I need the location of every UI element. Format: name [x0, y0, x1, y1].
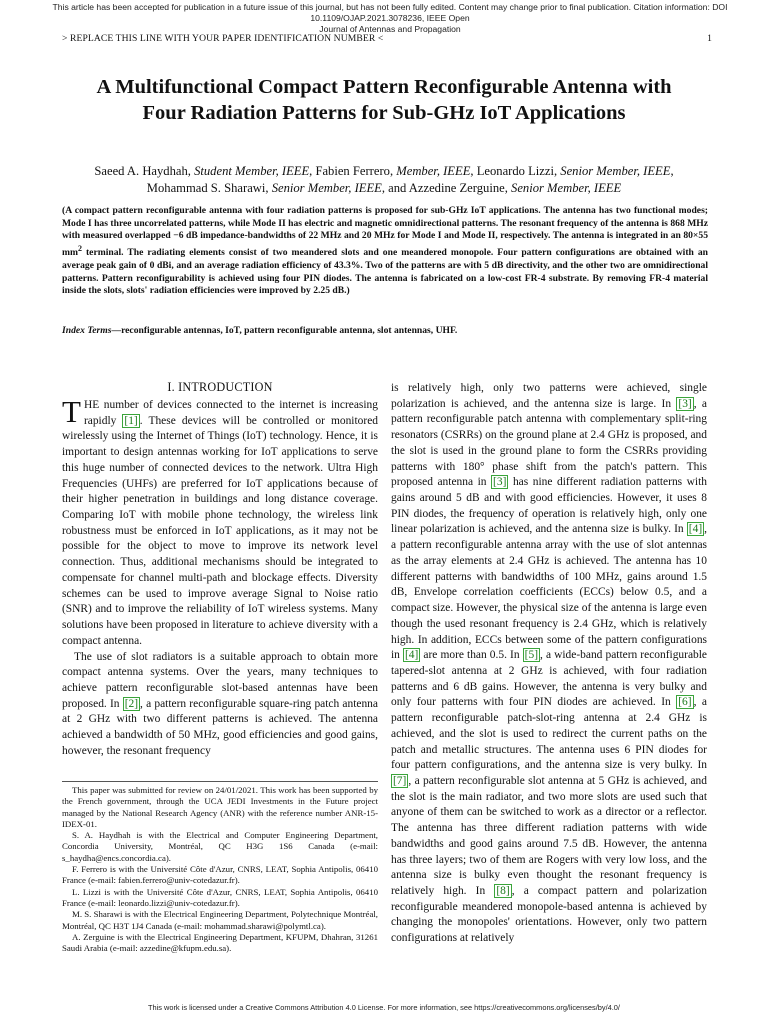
abstract-text: (A compact pattern reconfigurable antenna with four radiation patterns is proposed for sub-GHz IoT applications. The antenna has two functional modes; Mode I has three uncorrelated patterns, while Mode II has electric and magnetic omnidirectional patterns. The resonant frequency of the antenna is 868 MHz with measured overlapped −6 dB impedance-bandwidths of 22 MHz and 20 MHz for Mode I and Mode II, respectively. The antenna is integrated in an 80×55 mm	[62, 205, 708, 259]
citation-link[interactable]: [7]	[393, 774, 407, 787]
license-notice: This work is licensed under a Creative Commons Attribution 4.0 License. For more information, see https://creativecommons.org/licenses/by/4.0/	[148, 1003, 620, 1012]
text-run: . These devices will be controlled or monitored wirelessly using the Internet of Things (IoT) technology. Hence, it is important to design antennas working for IoT applications to serve this huge number of connected devices to the network. Ultra High Frequencies (UHFs) are preferred for IoT applications because of their higher penetration in buildings and long distance coverage. Comparing IoT with mobile phone technology, the wireless link robustness must be enforced in IoT applications, as it may not be possible for the object to move to improve its network level connection. Thus, additional mechanisms should be integrated to compensate for channel multi-path and blockage effects. Diversity schemes can be used to improve average Signal to Noise ratio (SNR) and to improve the reliability of IoT wireless systems. Many solutions have been proposed in literature to achieve diversity with a compact antenna.	[62, 414, 378, 647]
author-line-2	[40, 180, 728, 197]
text-run: are more than 0.5. In	[420, 649, 523, 662]
author-membership: Senior Member, IEEE	[271, 181, 382, 195]
text-run: , a compact pattern and polarization reconfigurable meandered monopole-based antenna is achieved by changing the monopoles' orientations. However, only two pattern configurations at relatively	[391, 885, 707, 945]
author-membership: Member, IEEE	[396, 164, 471, 178]
left-column	[62, 380, 378, 760]
running-head-text: > REPLACE THIS LINE WITH YOUR PAPER IDENTIFICATION NUMBER <	[62, 33, 384, 44]
running-head	[62, 33, 712, 44]
page-number: 1	[707, 33, 712, 44]
index-terms	[62, 325, 708, 338]
section-heading: I. INTRODUCTION	[167, 380, 273, 394]
paper-title	[40, 74, 728, 126]
paragraph	[62, 650, 378, 760]
author-name: , Fabien Ferrero,	[309, 164, 394, 178]
text-run: HE number of devices connected to the internet is increasing rapidly	[83, 399, 378, 427]
title-line-1: A Multifunctional Compact Pattern Reconfigurable Antenna with	[96, 76, 672, 98]
footnote: This paper was submitted for review on 24/01/2021. This work has been supported by the French government, through the UCA JEDI Investments in the Future project managed by the National Research Agency (ANR) with the reference number ANR-15-IDEX-01.	[62, 785, 378, 829]
text-run: , a pattern reconfigurable patch-slot-ring antenna at 2.4 GHz is achieved, and the slot is used to redirect the current paths on the patch and metallic structures. The antenna uses 6 PIN diodes for four pattern configurations, and the antenna size is very bulky. In	[391, 696, 708, 772]
text-run: The use of slot radiators is a suitable approach to obtain more compact antenna systems. Over the years, many techniques to achieve pattern reconfigurable slot-based antennas have been proposed. In	[62, 650, 378, 710]
publication-notice-banner	[40, 2, 740, 35]
citation-link[interactable]: [8]	[496, 885, 510, 897]
index-terms-label: Index Terms	[62, 325, 112, 336]
author-list	[40, 163, 728, 197]
index-terms-text: —reconfigurable antennas, IoT, pattern reconfigurable antenna, slot antennas, UHF.	[111, 325, 458, 336]
text-run: , a pattern reconfigurable antenna array with the use of slot antennas as the array elements at 2.4 GHz is achieved. The antenna has 10 different patterns with bandwidths of 100 MHz, gains around 1.5 dB, Envelope correlation coefficients (ECCs) below 0.5, and a compact size. However, the physical size of the antenna is large even though the used resonant frequency is 2.4 GHz, which is relatively high. In addition, ECCs between some of the pattern configurations in	[391, 523, 707, 662]
text-run: , a pattern reconfigurable square-ring patch antenna at 2 GHz with two different patterns is achieved. The antenna achieved a bandwidth of 50 MHz, good efficiencies and good gains, however, the resonant frequency	[62, 697, 378, 757]
author-separator: ,	[670, 164, 674, 178]
text-run: , a pattern reconfigurable slot antenna at 5 GHz is achieved, and the slot is the main radiator, and two more slots are used such that anyone of them can be switched to work as a director or a reflector. The antenna has three different radiation patterns with wide bandwidths and good gains around 7.5 dB. However, the antenna has three layers; two of them are Rogers with very low loss, and the antenna size is bulky even thought the resonant frequency is relatively high. In	[391, 774, 707, 897]
citation-link[interactable]: [4]	[688, 523, 703, 536]
text-run: has nine different radiation patterns with gains around 5 dB and with good efficiencies. However, it uses 8 PIN diodes, the frequency of operation is relatively high, only one linear polarization is achieved, and the antenna size is bulky. In	[391, 476, 707, 536]
right-column	[391, 381, 707, 947]
citation-link[interactable]: [5]	[524, 649, 539, 662]
author-membership: Senior Member, IEEE	[511, 181, 622, 195]
abstract-text: terminal. The radiating elements consist of two meandered slots and one meandered monopole. Four pattern configurations are obtained with an average peak gain of 0 dBi, and an average radiation efficiency of 43.3%. Two of the patterns are with 5 dB directivity, and the other two are omnidirectional patterns. Pattern reconfigurability is achieved using four PIN diodes. The antenna is fabricated on a low-cost FR-4 substrate. By removing FR-4 material inside the slots, slots' radiation efficiencies were improved by 2.25 dB.)	[62, 247, 708, 297]
footnotes	[62, 781, 378, 954]
text-run: is relatively high, only two patterns were achieved, single polarization is achieved, and the antenna size is large. In	[391, 382, 707, 410]
footnote: L. Lizzi is with the Université Côte d'Azur, CNRS, LEAT, Sophia Antipolis, 06410 France (e-mail: leonardo.lizzi@univ-cotedazur.fr).	[62, 886, 378, 908]
citation-link[interactable]: [3]	[678, 397, 692, 410]
author-line-1	[40, 163, 728, 180]
citation-link[interactable]: [4]	[404, 649, 419, 662]
author-name: Saeed A. Haydhah,	[94, 164, 191, 178]
footnote: S. A. Haydhah is with the Electrical and Computer Engineering Department, Concordia University, Montréal, QC H3G 1S6 Canada (e-mail: s_haydha@encs.concordia.ca).	[62, 830, 378, 863]
abstract	[62, 205, 708, 298]
author-name: , Leonardo Lizzi,	[470, 164, 558, 178]
footnote: F. Ferrero is with the Université Côte d'Azur, CNRS, LEAT, Sophia Antipolis, 06410 France (e-mail: fabien.ferrero@univ-cotedazur.fr).	[62, 864, 378, 886]
author-name: Mohammad S. Sharawi,	[146, 181, 269, 195]
notice-line-2: Journal of Antennas and Propagation	[319, 24, 461, 34]
text-run: , a wide-band pattern reconfigurable tapered-slot antenna at 2 GHz is achieved, with four radiation patterns and 6 dB gains. However, the antenna is very bulky and only four patterns with four PIN diodes are achieved. In	[391, 649, 707, 709]
citation-link[interactable]: [2]	[124, 697, 139, 710]
notice-line-1: This article has been accepted for publication in a future issue of this journal, but has not been fully edited. Content may change prior to final publication. Citation information: DOI 10.1109/OJAP.2021.3078236, IEEE Open	[52, 2, 728, 23]
citation-link[interactable]: [6]	[678, 696, 692, 709]
drop-cap: T	[62, 394, 81, 429]
paragraph	[62, 394, 378, 650]
title-line-2: Four Radiation Patterns for Sub-GHz IoT Applications	[142, 102, 626, 124]
footnote: M. S. Sharawi is with the Electrical Engineering Department, Polytechnique Montréal, Montréal, QC H3T 1J4 Canada (e-mail: mohammad.sharawi@polymtl.ca).	[62, 909, 378, 931]
citation-link[interactable]: [1]	[124, 414, 138, 427]
author-membership: Student Member, IEEE	[194, 164, 310, 178]
footnote: A. Zerguine is with the Electrical Engineering Department, KFUPM, Dhahran, 31261 Saudi Arabia (e-mail: azzedine@kfupm.edu.sa).	[62, 931, 378, 954]
citation-link[interactable]: [3]	[493, 476, 507, 489]
author-membership: Senior Member, IEEE	[560, 164, 671, 178]
text-run: , a pattern reconfigurable patch antenna with complementary split-ring resonators (CSRRs) on the ground plane at 2.4 GHz is proposed, and the slot is used in the ground plane to form the CSRRs providing patterns with 180° phase shift from the patch's pattern. This proposed antenna in	[391, 397, 707, 489]
abstract-superscript: 2	[77, 244, 82, 254]
author-name: , and Azzedine Zerguine,	[381, 181, 508, 195]
paragraph	[391, 381, 707, 947]
